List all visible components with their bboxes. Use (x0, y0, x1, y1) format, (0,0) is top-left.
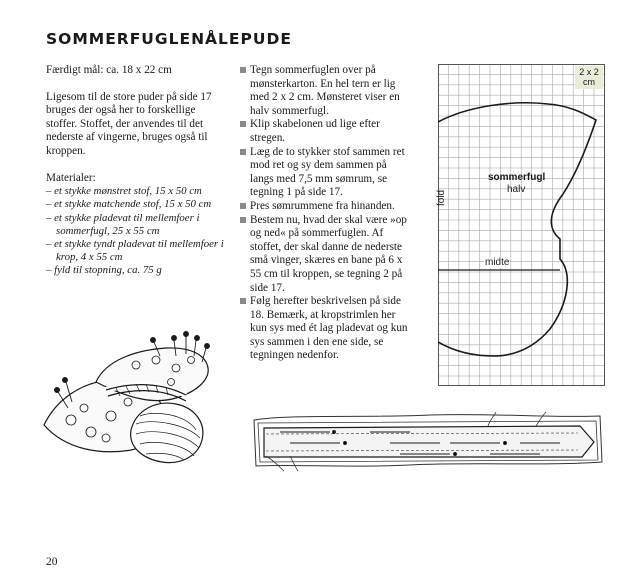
step-text: Klip skabelonen ud lige efter stregen. (250, 118, 380, 144)
material-item: – fyld til stopning, ca. 75 g (46, 264, 162, 277)
pattern-label-half: halv (507, 184, 526, 195)
intro-paragraph: Ligesom til de store puder på side 17 bruges der også her to forskellige stoffer. Stoffet, der anvendes til det nederste af vingerne, bruges også til kroppen. (46, 90, 212, 157)
step-item (240, 295, 412, 363)
step-item (240, 118, 412, 145)
scale-badge (575, 66, 603, 89)
intro-column (46, 64, 226, 278)
scale-badge-line1: 2 x 2 (579, 67, 599, 77)
materials-list (46, 185, 226, 277)
page-number: 20 (46, 556, 58, 568)
materials-heading: Materialer: (46, 171, 96, 184)
scale-badge-line2: cm (583, 77, 595, 87)
pattern-grid-svg (438, 64, 605, 386)
step-text: Læg de to stykker stof sammen ret mod ret og sy dem sammen på langs med 7,5 mm sømrum, se tegning 1 på side 17. (250, 145, 405, 199)
pattern-label-name: sommerfugl (488, 172, 546, 183)
square-bullet-icon (240, 149, 246, 155)
square-bullet-icon (240, 203, 246, 209)
instructions-column (240, 64, 412, 363)
body-strip-svg (250, 410, 610, 472)
body-strip-drawing (250, 410, 610, 472)
finished-size: Færdigt mål: ca. 18 x 22 cm (46, 64, 172, 76)
step-text: Følg herefter beskrivelsen på side 18. Bemærk, at kropstrimlen her kun sys med ét lag pladevat og kun sys sammen i den ene side, se tegningen nedenfor. (250, 295, 408, 362)
material-item: – et stykke mønstret stof, 15 x 50 cm (46, 185, 202, 198)
butterfly-half-outline (438, 103, 596, 356)
pattern-label-fold: fold (436, 189, 447, 206)
material-item: – et stykke matchende stof, 15 x 50 cm (46, 198, 212, 211)
square-bullet-icon (240, 121, 246, 127)
page-title: SOMMERFUGLENÅLEPUDE (46, 30, 292, 48)
butterfly-illustration-svg (36, 320, 226, 470)
step-item (240, 200, 412, 214)
butterfly-pincushion-illustration (36, 320, 226, 470)
square-bullet-icon (240, 298, 246, 304)
material-item: – et stykke tyndt pladevat til mellemfoer i krop, 4 x 55 cm (46, 237, 224, 264)
material-item: – et stykke pladevat til mellemfoer i sommerfugl, 25 x 55 cm (46, 211, 200, 237)
square-bullet-icon (240, 217, 246, 223)
step-item (240, 146, 412, 200)
step-text: Bestem nu, hvad der skal være »op og ned« på sommerfuglen. Af stoffet, der skal danne de nederste små vinger, skæres en bane på 6 x 55 cm til kroppen, se tegning 2 på side 17. (250, 213, 407, 294)
step-item (240, 214, 412, 296)
pattern-grid (438, 64, 605, 386)
pattern-label-mid: midte (485, 257, 510, 268)
square-bullet-icon (240, 67, 246, 73)
step-text: Tegn sommerfuglen over på mønsterkarton. En hel tern er lig med 2 x 2 cm. Mønsteret viser en halv sommerfugl. (250, 64, 400, 117)
step-item (240, 64, 412, 118)
step-text: Pres sømrummene fra hinanden. (250, 199, 395, 212)
